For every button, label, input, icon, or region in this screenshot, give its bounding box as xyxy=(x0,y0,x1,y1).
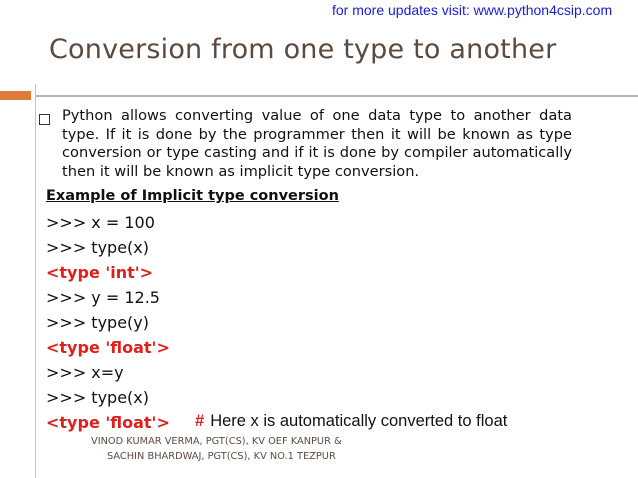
code-line-type-x: >>> type(x) xyxy=(46,238,149,257)
title-divider xyxy=(36,95,638,97)
comment-hash: # xyxy=(195,412,205,430)
code-line-assign-y: >>> y = 12.5 xyxy=(46,288,160,307)
footer-author-line-1: VINOD KUMAR VERMA, PGT(CS), KV OEF KANPUR & xyxy=(91,436,342,447)
left-margin-line xyxy=(35,84,36,478)
code-line-assign-x: >>> x = 100 xyxy=(46,213,155,232)
code-output-float: <type 'float'> xyxy=(46,338,170,357)
code-comment xyxy=(195,412,507,431)
code-output-int: <type 'int'> xyxy=(46,263,154,282)
bullet-paragraph: Python allows converting value of one data type to another data type. If it is done by the programmer then it will be known as type conversion or type casting and if it is done by compiler automatically then it will be known as implicit type conversion. xyxy=(62,107,572,180)
code-line-type-x-again: >>> type(x) xyxy=(46,388,149,407)
slide-title: Conversion from one type to another xyxy=(49,34,557,65)
code-line-x-equals-y: >>> x=y xyxy=(46,363,124,382)
example-heading: Example of Implicit type conversion xyxy=(46,188,339,204)
footer-author-line-2: SACHIN BHARDWAJ, PGT(CS), KV NO.1 TEZPUR xyxy=(107,451,336,462)
title-accent-bar xyxy=(0,91,31,100)
square-bullet-icon xyxy=(39,114,50,125)
code-line-type-y: >>> type(y) xyxy=(46,313,149,332)
code-output-float-final: <type 'float'> xyxy=(46,413,170,432)
watermark-text: for more updates visit: www.python4csip.com xyxy=(332,2,613,18)
comment-text: Here x is automatically converted to float xyxy=(210,412,508,430)
